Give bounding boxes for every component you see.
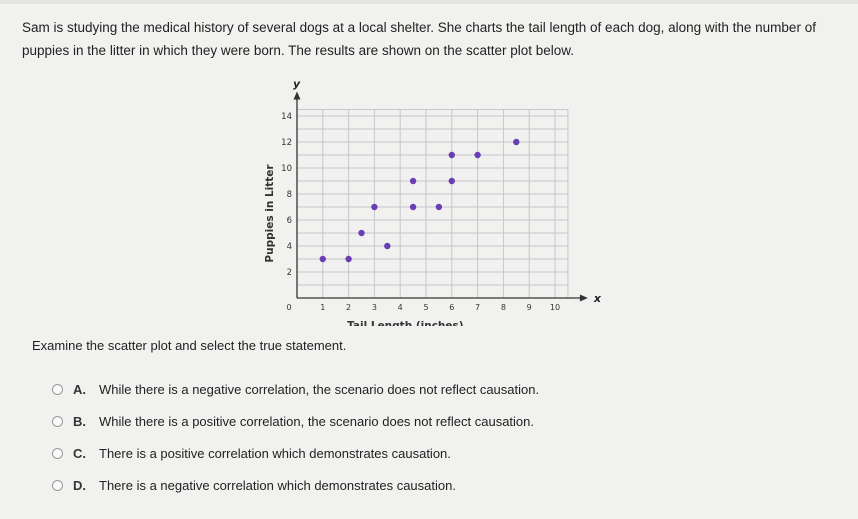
option-b-letter: B. bbox=[73, 413, 86, 429]
option-c[interactable] bbox=[52, 444, 539, 462]
option-a-text: While there is a negative correlation, the scenario does not reflect causation. bbox=[99, 381, 540, 397]
radio-d[interactable] bbox=[52, 480, 63, 491]
data-point bbox=[371, 204, 377, 210]
y-tick-label: 2 bbox=[286, 268, 292, 278]
x-tick-label: 4 bbox=[397, 303, 403, 312]
option-b[interactable] bbox=[52, 412, 539, 430]
y-axis-arrow-icon bbox=[294, 92, 301, 100]
y-tick-label: 10 bbox=[281, 164, 292, 174]
data-point bbox=[358, 230, 364, 236]
x-tick-label: 5 bbox=[423, 303, 429, 312]
data-point bbox=[410, 178, 416, 184]
x-axis-arrow-icon bbox=[580, 295, 588, 302]
x-tick-label: 10 bbox=[549, 303, 561, 312]
x-tick-label: 8 bbox=[500, 303, 506, 312]
x-tick-label: 7 bbox=[475, 303, 481, 312]
data-point bbox=[474, 152, 480, 158]
question-text: Sam is studying the medical history of several dogs at a local shelter. She charts the tail length of each dog, along with the number of puppies in the litter in which they were born. The results are shown on the scatter plot below. bbox=[22, 20, 816, 58]
y-tick-label: 8 bbox=[286, 190, 292, 200]
option-c-text: There is a positive correlation which demonstrates causation. bbox=[99, 445, 451, 461]
x-tick-label: 6 bbox=[449, 303, 455, 312]
data-point bbox=[410, 204, 416, 210]
x-tick-label: 2 bbox=[346, 303, 352, 312]
y-tick-label: 12 bbox=[281, 138, 292, 148]
x-axis-title: Tail Length (inches) bbox=[347, 320, 464, 326]
data-point bbox=[320, 256, 326, 262]
option-d-text: There is a negative correlation which demonstrates causation. bbox=[99, 477, 456, 493]
radio-c[interactable] bbox=[52, 448, 63, 459]
scatter-plot-svg bbox=[252, 70, 612, 326]
prompt-text: Examine the scatter plot and select the true statement. bbox=[32, 338, 347, 353]
data-point bbox=[449, 152, 455, 158]
radio-b[interactable] bbox=[52, 416, 63, 427]
data-point bbox=[384, 243, 390, 249]
data-point bbox=[449, 178, 455, 184]
answer-options bbox=[52, 380, 539, 508]
x-tick-label: 9 bbox=[526, 303, 532, 312]
page-top-edge bbox=[0, 0, 858, 4]
radio-a[interactable] bbox=[52, 384, 63, 395]
option-d-letter: D. bbox=[73, 477, 86, 493]
x-tick-label: 3 bbox=[371, 303, 377, 312]
option-d[interactable] bbox=[52, 476, 539, 494]
y-tick-label: 6 bbox=[286, 216, 292, 226]
option-c-letter: C. bbox=[73, 445, 86, 461]
x-axis-letter: x bbox=[593, 292, 602, 305]
option-a-letter: A. bbox=[73, 381, 86, 397]
y-axis-title: Puppies in Litter bbox=[264, 164, 276, 263]
option-a[interactable] bbox=[52, 380, 539, 398]
scatter-plot bbox=[252, 70, 612, 326]
y-tick-label: 14 bbox=[281, 112, 292, 122]
y-axis-letter: y bbox=[293, 77, 301, 91]
option-b-text: While there is a positive correlation, the scenario does not reflect causation. bbox=[99, 413, 535, 429]
y-tick-label: 4 bbox=[286, 242, 292, 252]
x-tick-label: 0 bbox=[286, 303, 292, 312]
data-point bbox=[345, 256, 351, 262]
data-point bbox=[513, 139, 519, 145]
data-point bbox=[436, 204, 442, 210]
x-tick-label: 1 bbox=[320, 303, 326, 312]
